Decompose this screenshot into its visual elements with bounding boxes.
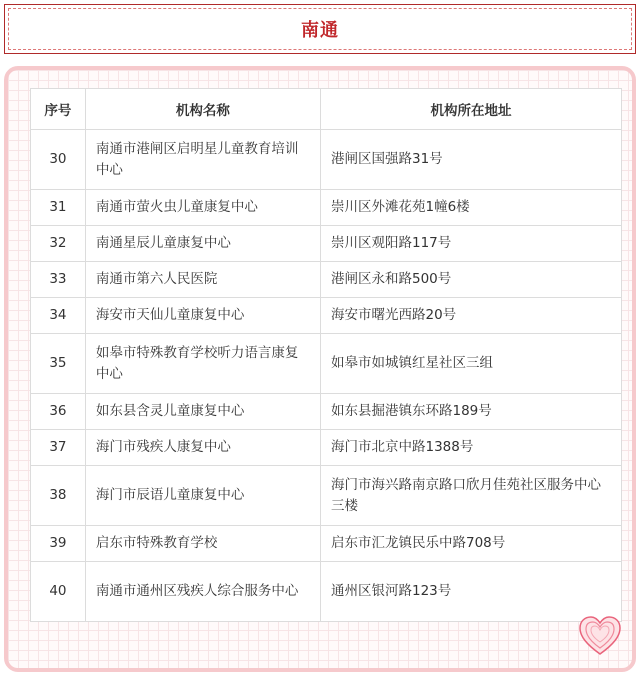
- row-number: 39: [31, 526, 86, 562]
- row-address: 启东市汇龙镇民乐中路708号: [321, 526, 622, 562]
- row-address: 崇川区观阳路117号: [321, 226, 622, 262]
- row-name: 南通星辰儿童康复中心: [85, 226, 320, 262]
- row-name: 如皋市特殊教育学校听力语言康复中心: [85, 334, 320, 394]
- table-row: [31, 298, 622, 334]
- row-number: 31: [31, 190, 86, 226]
- row-number: 36: [31, 394, 86, 430]
- table-header-row: [31, 89, 622, 130]
- row-number: 40: [31, 562, 86, 622]
- header-number: 序号: [31, 89, 86, 130]
- row-number: 37: [31, 430, 86, 466]
- row-name: 南通市萤火虫儿童康复中心: [85, 190, 320, 226]
- row-name: 海门市辰语儿童康复中心: [85, 466, 320, 526]
- table-row: [31, 394, 622, 430]
- row-name: 南通市港闸区启明星儿童教育培训中心: [85, 130, 320, 190]
- row-number: 34: [31, 298, 86, 334]
- row-name: 南通市通州区残疾人综合服务中心: [85, 562, 320, 622]
- row-name: 海门市残疾人康复中心: [85, 430, 320, 466]
- table-row: [31, 430, 622, 466]
- row-address: 港闸区永和路500号: [321, 262, 622, 298]
- table-row: [31, 190, 622, 226]
- table-row: [31, 226, 622, 262]
- title-inner-frame: [8, 8, 632, 50]
- row-name: 海安市天仙儿童康复中心: [85, 298, 320, 334]
- row-number: 38: [31, 466, 86, 526]
- row-name: 南通市第六人民医院: [85, 262, 320, 298]
- institution-table: [30, 88, 622, 622]
- row-address: 崇川区外滩花苑1幢6楼: [321, 190, 622, 226]
- row-number: 30: [31, 130, 86, 190]
- row-number: 35: [31, 334, 86, 394]
- header-name: 机构名称: [85, 89, 320, 130]
- row-number: 32: [31, 226, 86, 262]
- heart-icon: [576, 612, 624, 660]
- row-address: 港闸区国强路31号: [321, 130, 622, 190]
- row-address: 海门市北京中路1388号: [321, 430, 622, 466]
- table-row: [31, 334, 622, 394]
- row-name: 如东县含灵儿童康复中心: [85, 394, 320, 430]
- title-banner: [4, 4, 636, 54]
- header-address: 机构所在地址: [321, 89, 622, 130]
- table-row: [31, 130, 622, 190]
- row-name: 启东市特殊教育学校: [85, 526, 320, 562]
- row-address: 如东县掘港镇东环路189号: [321, 394, 622, 430]
- table-row: [31, 562, 622, 622]
- table-card: [4, 66, 636, 672]
- row-address: 海安市曙光西路20号: [321, 298, 622, 334]
- row-address: 通州区银河路123号: [321, 562, 622, 622]
- row-address: 如皋市如城镇红星社区三组: [321, 334, 622, 394]
- row-number: 33: [31, 262, 86, 298]
- table-row: [31, 526, 622, 562]
- page-title: 南通: [301, 20, 339, 41]
- row-address: 海门市海兴路南京路口欣月佳苑社区服务中心三楼: [321, 466, 622, 526]
- table-row: [31, 466, 622, 526]
- table-row: [31, 262, 622, 298]
